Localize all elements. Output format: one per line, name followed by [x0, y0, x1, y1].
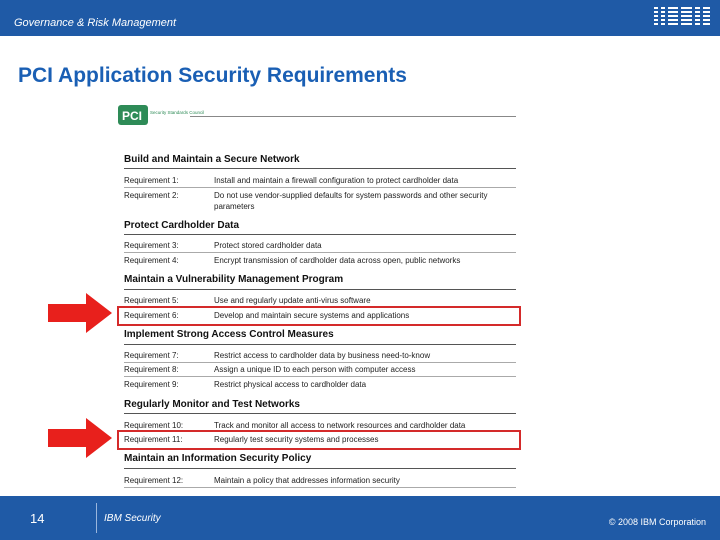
- divider: [124, 376, 516, 377]
- requirement-text: Use and regularly update anti-virus software: [214, 296, 371, 305]
- requirement-number: Requirement 2:: [124, 191, 179, 200]
- divider: [124, 413, 516, 414]
- section-heading: Maintain a Vulnerability Management Program: [124, 274, 344, 285]
- section-heading: Build and Maintain a Secure Network: [124, 154, 300, 165]
- divider: [124, 234, 516, 235]
- divider: [124, 487, 516, 488]
- requirement-number: Requirement 1:: [124, 176, 179, 185]
- requirement-text: Regularly test security systems and processes: [214, 435, 379, 444]
- arrow-right-icon: [48, 293, 112, 333]
- requirement-text: Develop and maintain secure systems and applications: [214, 311, 410, 320]
- requirement-6-highlight: [117, 306, 521, 326]
- header-title: Governance & Risk Management: [14, 17, 177, 29]
- footer-org: IBM Security: [104, 513, 161, 524]
- requirement-number: Requirement 7:: [124, 351, 179, 360]
- page-title: PCI Application Security Requirements: [18, 64, 407, 87]
- requirement-text: Maintain a policy that addresses information security: [214, 476, 400, 485]
- requirement-number: Requirement 11:: [124, 435, 183, 444]
- divider: [124, 289, 516, 290]
- divider: [124, 168, 516, 169]
- page-number: 14: [30, 511, 45, 526]
- footer-bar: [0, 497, 720, 540]
- header-bar: [0, 0, 720, 36]
- requirement-text: Track and monitor all access to network resources and cardholder data: [214, 421, 466, 430]
- requirement-text: Restrict physical access to cardholder data: [214, 380, 367, 389]
- pci-logo: [118, 104, 205, 126]
- divider: [124, 252, 516, 253]
- requirement-number: Requirement 3:: [124, 241, 179, 250]
- requirement-number: Requirement 8:: [124, 365, 179, 374]
- requirement-text: Protect stored cardholder data: [214, 241, 322, 250]
- requirement-text: Do not use vendor-supplied defaults for system passwords and other security parameters: [214, 191, 488, 211]
- requirement-number: Requirement 6:: [124, 311, 179, 320]
- arrow-right-icon: [48, 418, 112, 458]
- svg-text:PCI: PCI: [122, 109, 143, 123]
- requirement-number: Requirement 10:: [124, 421, 184, 430]
- copyright: © 2008 IBM Corporation: [608, 517, 706, 527]
- requirement-text: Install and maintain a firewall configuration to protect cardholder data: [214, 176, 459, 185]
- requirement-11-highlight: [117, 430, 521, 450]
- section-heading: Regularly Monitor and Test Networks: [124, 399, 300, 410]
- section-heading: Implement Strong Access Control Measures: [124, 329, 334, 340]
- svg-text:Security Standards Council: Security Standards Council: [150, 110, 205, 115]
- divider: [124, 468, 516, 469]
- requirement-number: Requirement 12:: [124, 476, 184, 485]
- requirement-number: Requirement 9:: [124, 380, 179, 389]
- divider: [124, 362, 516, 363]
- requirement-text: Assign a unique ID to each person with computer access: [214, 365, 416, 374]
- ibm-logo: [654, 5, 710, 29]
- divider: [124, 187, 516, 188]
- requirement-number: Requirement 5:: [124, 296, 179, 305]
- pci-header-rule: [190, 116, 516, 117]
- section-heading: Protect Cardholder Data: [124, 220, 240, 231]
- requirement-text: Encrypt transmission of cardholder data across open, public networks: [214, 256, 461, 265]
- divider: [124, 344, 516, 345]
- footer-separator: [96, 503, 97, 533]
- requirement-text: Restrict access to cardholder data by business need-to-know: [214, 351, 431, 360]
- requirement-number: Requirement 4:: [124, 256, 179, 265]
- section-heading: Maintain an Information Security Policy: [124, 453, 312, 464]
